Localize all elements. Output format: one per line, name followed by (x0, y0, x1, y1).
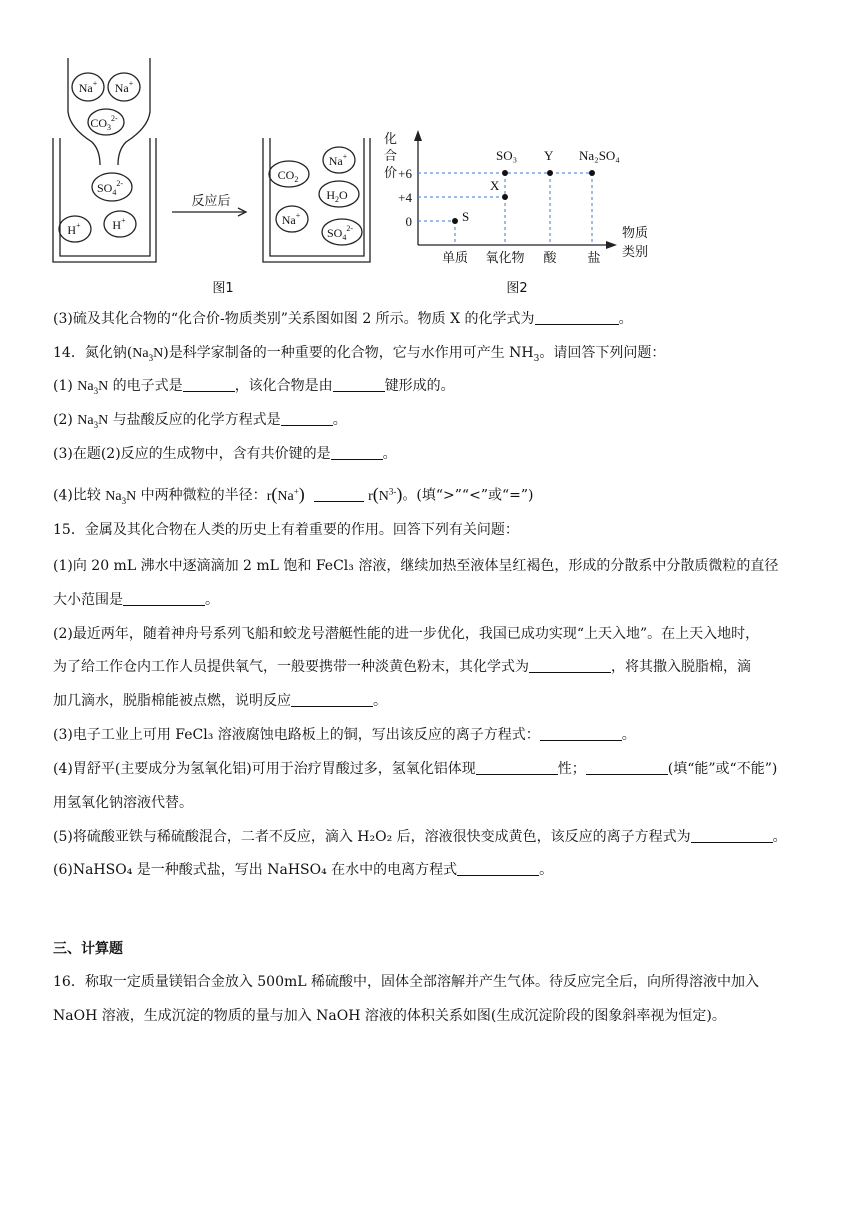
point-label: Na₂SO₄ (579, 148, 620, 163)
ion-label: H+ (67, 221, 81, 237)
point-label: SO₃ (496, 148, 518, 163)
q15-stem: 15．金属及其化合物在人类的历史上有着重要的作用。回答下列有关问题： (53, 522, 519, 538)
point-label: S (462, 209, 470, 224)
point-Y (547, 170, 553, 176)
section-title: 三、计算题 (53, 941, 123, 957)
answer-blank[interactable] (535, 310, 619, 325)
ion-label: Na+ (114, 79, 134, 95)
answer-blank[interactable] (314, 487, 364, 502)
x-category: 盐 (587, 251, 601, 266)
figure1 (53, 58, 370, 262)
q15-part1-line2: 大小范围是 。 (53, 592, 219, 608)
q15-part3: (3)电子工业上可用 FeCl₃ 溶液腐蚀电路板上的铜，写出该反应的离子方程式： 。 (53, 727, 636, 743)
q15-part6: (6)NaHSO₄ 是一种酸式盐，写出 NaHSO₄ 在水中的电离方程式 。 (53, 862, 554, 878)
answer-blank[interactable] (123, 591, 205, 606)
figure1-caption: 图1 (212, 281, 234, 296)
q15-part2-line3: 加几滴水，脱脂棉能被点燃，说明反应 。 (53, 693, 387, 709)
y-axis-label: 合 (384, 149, 398, 164)
radius-expression: r(Na+) (266, 483, 305, 504)
answer-blank[interactable] (333, 377, 385, 392)
answer-blank[interactable] (457, 861, 539, 876)
x-category: 氧化物 (485, 251, 525, 266)
ion-label: Na+ (78, 79, 98, 95)
x-axis-label: 物质 (622, 226, 649, 241)
q14-part4: (4)比较 $Na_3N$ 中两种微粒的半径：r(Na+) $r(N^{3-})$。(填“>”“<”或“=”) (53, 483, 534, 506)
q16-line2: NaOH 溶液，生成沉淀的物质的量与加入 NaOH 溶液的体积关系如图(生成沉淀阶段的图象斜率视为恒定)。 (53, 1008, 726, 1024)
point-S (452, 218, 458, 224)
ion-label: $CO_3^{2-}$ (90, 114, 118, 132)
q15-part5: (5)将硫酸亚铁与稀硫酸混合，二者不反应，滴入 H₂O₂ 后，溶液很快变成黄色，该反应的离子方程式为 。 (53, 829, 787, 845)
radius-expression: $r(N^{3-})$ (368, 483, 403, 504)
q15-part2-line1: (2)最近两年，随着神舟号系列飞船和蛟龙号潜艇性能的进一步优化，我国已成功实现“上天入地”。在上天入地时， (53, 626, 760, 642)
q15-part2-line2: 为了给工作仓内工作人员提供氧气，一般要携带一种淡黄色粉末，其化学式为 ，将其撒入脱脂棉，滴 (53, 659, 751, 675)
y-axis-label: 化 (384, 132, 398, 147)
figures (0, 0, 860, 305)
y-tick: 0 (405, 214, 412, 229)
answer-blank[interactable] (281, 411, 333, 426)
figure2-caption: 图2 (506, 281, 528, 296)
x-category: 单质 (441, 251, 469, 266)
y-tick: +4 (398, 190, 412, 205)
q14-part3: (3)在题(2)反应的生成物中，含有共价键的是 。 (53, 446, 397, 462)
answer-blank[interactable] (183, 377, 235, 392)
point-Na2SO4 (589, 170, 595, 176)
x-axis-label: 类别 (622, 245, 649, 260)
answer-blank[interactable] (540, 726, 622, 741)
ion-label: Na+ (281, 211, 301, 227)
q14-part1: (1) $Na_3N$ 的电子式是 ，该化合物是由 键形成的。 (53, 378, 455, 396)
ion-label: Na+ (328, 152, 348, 168)
q15-part1-line1: (1)向 20 mL 沸水中逐滴滴加 2 mL 饱和 FeCl₃ 溶液，继续加热至液体呈红褐色，形成的分散系中分散质微粒的直径 (53, 558, 779, 574)
ion-label: $H_2O$ (326, 188, 348, 204)
point-label: Y (544, 148, 554, 163)
point-X (502, 194, 508, 200)
arrow-label: 反应后 (191, 194, 231, 209)
answer-blank[interactable] (529, 658, 611, 673)
q13-part3: (3)硫及其化合物的“化合价-物质类别”关系图如图 2 所示。物质 X 的化学式为 。 (53, 311, 633, 327)
answer-blank[interactable] (291, 692, 373, 707)
ion-label: $SO_4^{2-}$ (326, 224, 354, 242)
point-SO3 (502, 170, 508, 176)
ion-label: $CO_2$ (277, 168, 299, 184)
y-axis-label: 价 (384, 166, 398, 181)
answer-blank[interactable] (691, 828, 773, 843)
answer-blank[interactable] (331, 445, 383, 460)
ion-label: H+ (112, 216, 126, 232)
point-label: X (490, 178, 500, 193)
q16-line1: 16．称取一定质量镁铝合金放入 500mL 稀硫酸中，固体全部溶解并产生气体。待反应完全后，向所得溶液中加入 (53, 974, 760, 990)
q14-part2: (2) $Na_3N$ 与盐酸反应的化学方程式是 。 (53, 412, 347, 430)
y-tick: +6 (398, 166, 412, 181)
ion-label: $SO_4^{2-}$ (96, 179, 124, 197)
q15-part4-line1: (4)胃舒平(主要成分为氢氧化铝)可用于治疗胃酸过多，氢氧化铝体现 性； (填“能”或“不能”) (53, 761, 778, 777)
answer-blank[interactable] (476, 760, 558, 775)
x-category: 酸 (543, 251, 557, 266)
answer-blank[interactable] (586, 760, 668, 775)
q15-part4-line2: 用氢氧化钠溶液代替。 (53, 795, 193, 811)
q14-stem: 14．氮化钠$(Na_3N)$是科学家制备的一种重要的化合物，它与水作用可产生 $NH_3$。请回答下列问题： (53, 345, 666, 364)
